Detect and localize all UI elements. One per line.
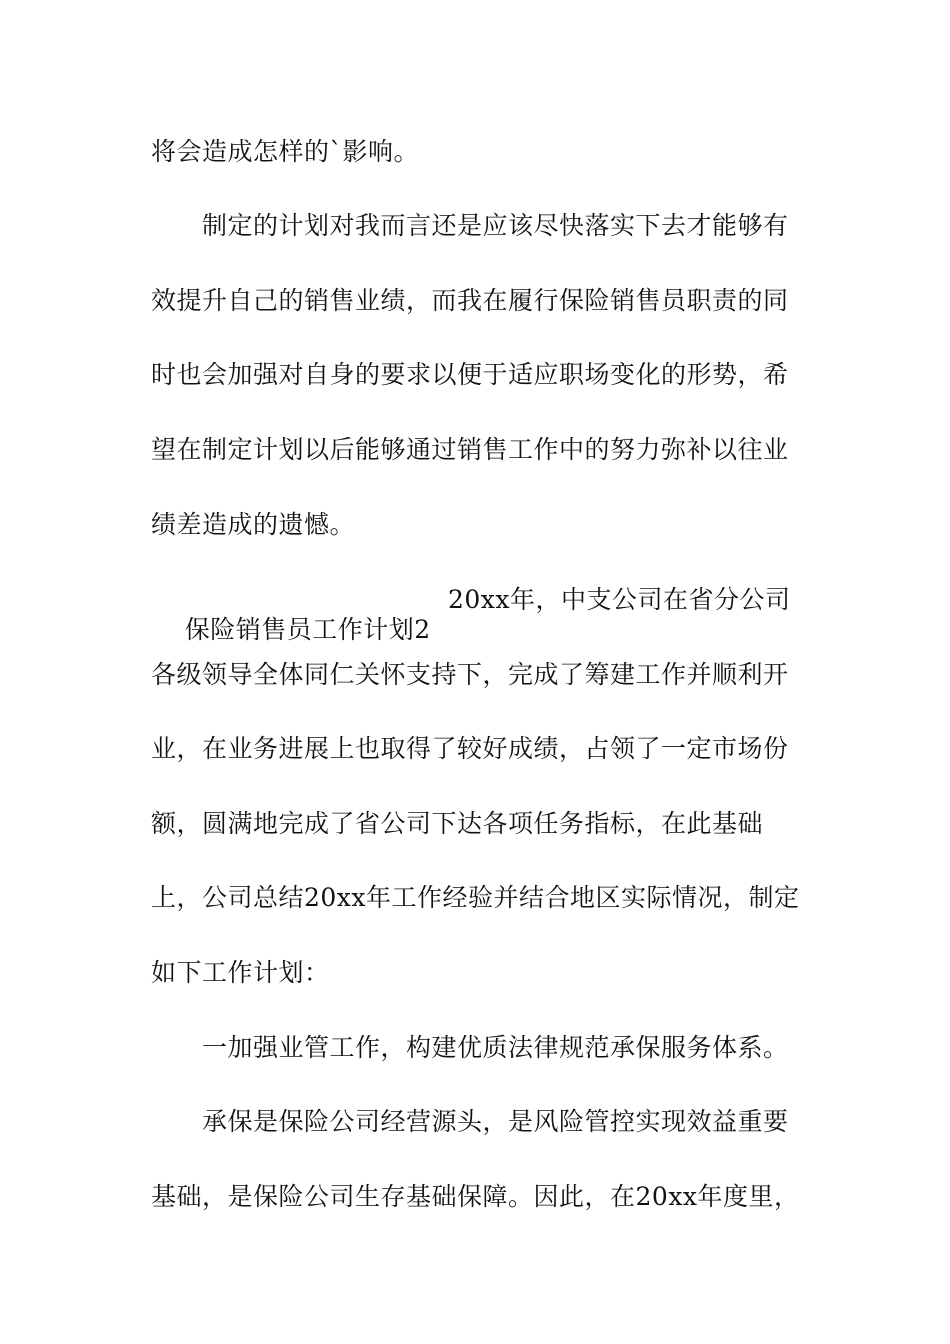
- paragraph-line: 额，圆满地完成了省公司下达各项任务指标，在此基础: [151, 809, 764, 838]
- paragraph-line: 上，公司总结20xx年工作经验并结合地区实际情况，制定: [151, 883, 800, 912]
- paragraph-line: 绩差造成的遗憾。: [151, 510, 356, 539]
- paragraph-line: 如下工作计划：: [151, 958, 330, 987]
- paragraph-line: 20xx年，中支公司在省分公司: [448, 585, 791, 614]
- paragraph-line: 效提升自己的销售业绩，而我在履行保险销售员职责的同: [151, 286, 789, 315]
- paragraph-line: 时也会加强对自身的要求以便于适应职场变化的形势，希: [151, 360, 789, 389]
- paragraph-line: 望在制定计划以后能够通过销售工作中的努力弥补以往业: [151, 435, 789, 464]
- paragraph-line: 基础，是保险公司生存基础保障。因此，在20xx年度里，: [151, 1182, 800, 1211]
- paragraph-line: 承保是保险公司经营源头，是风险管控实现效益重要: [202, 1107, 789, 1136]
- paragraph-line: 各级领导全体同仁关怀支持下，完成了筹建工作并顺利开: [151, 660, 789, 689]
- section-heading: 保险销售员工作计划2: [184, 615, 431, 644]
- paragraph-line: 制定的计划对我而言还是应该尽快落实下去才能够有: [202, 211, 789, 240]
- paragraph-line: 业，在业务进展上也取得了较好成绩，占领了一定市场份: [151, 734, 789, 763]
- paragraph-line: 一加强业管工作，构建优质法律规范承保服务体系。: [202, 1033, 789, 1062]
- paragraph-line: 将会造成怎样的`影响。: [151, 137, 420, 166]
